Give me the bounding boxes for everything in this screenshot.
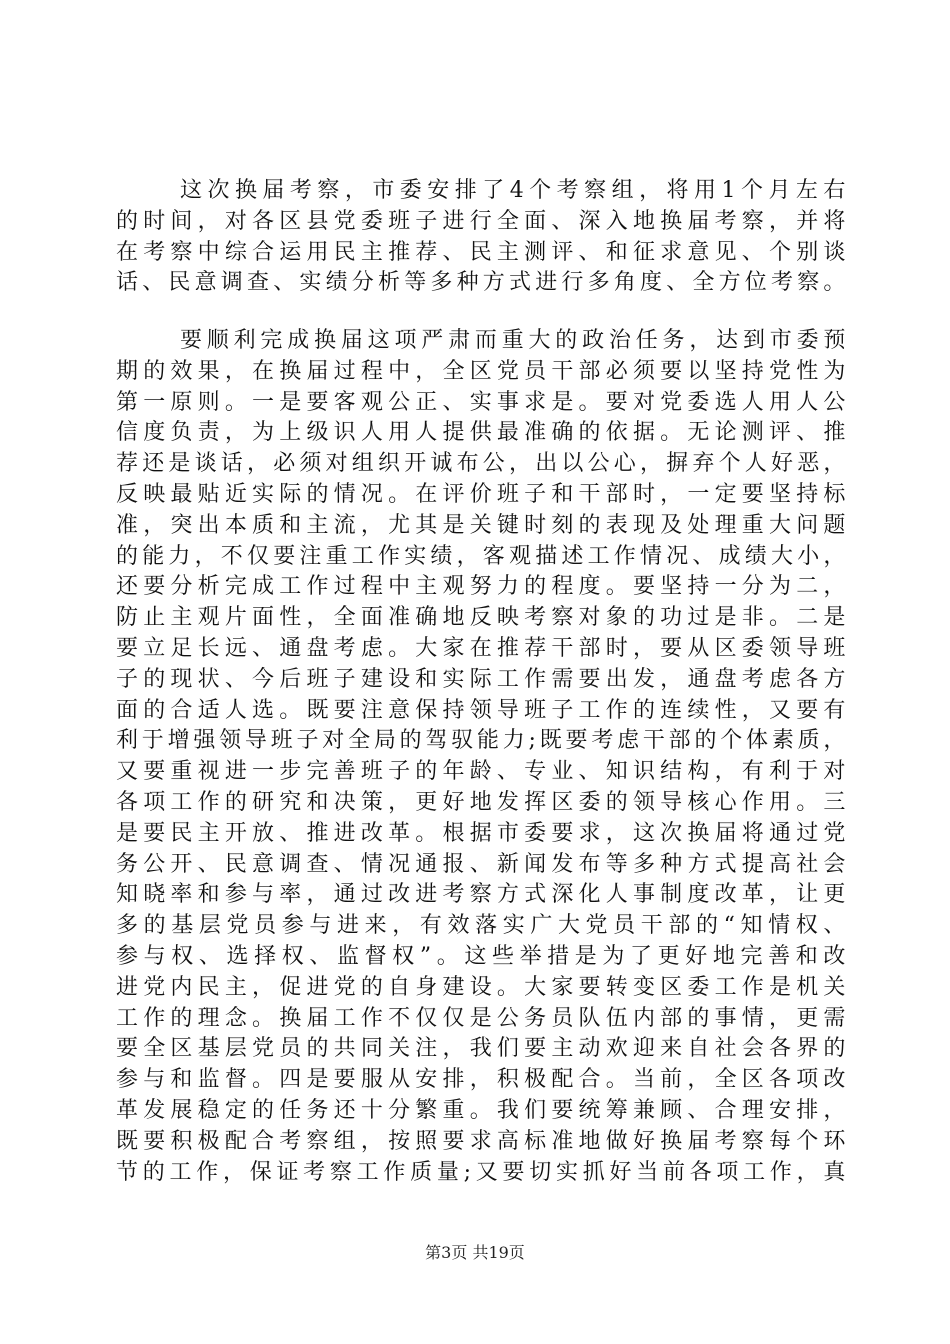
text-line: 各项工作的研究和决策，更好地发挥区委的领导核心作用。三	[116, 789, 846, 815]
text-line: 荐还是谈话，必须对组织开诚布公，出以公心，摒弃个人好恶，	[116, 451, 846, 477]
paragraph-1	[116, 176, 846, 299]
text-line: 既要积极配合考察组，按照要求高标准地做好换届考察每个环	[116, 1128, 846, 1154]
text-line: 信度负责，为上级识人用人提供最准确的依据。无论测评、推	[116, 420, 846, 446]
text-line: 要立足长远、通盘考虑。大家在推荐干部时，要从区委领导班	[116, 635, 846, 661]
text-line: 面的合适人选。既要注意保持领导班子工作的连续性，又要有	[116, 697, 846, 723]
text-line: 第一原则。一是要客观公正、实事求是。要对党委选人用人公	[116, 389, 846, 415]
text-line: 参与和监督。四是要服从安排，积极配合。当前，全区各项改	[116, 1067, 846, 1093]
text-line: 革发展稳定的任务还十分繁重。我们要统筹兼顾、合理安排，	[116, 1097, 846, 1123]
text-line: 要顺利完成换届这项严肃而重大的政治任务，达到市委预	[180, 328, 846, 353]
text-line: 期的效果，在换届过程中，全区党员干部必须要以坚持党性为	[116, 358, 846, 384]
text-line: 还要分析完成工作过程中主观努力的程度。要坚持一分为二，	[116, 574, 846, 600]
text-line: 知晓率和参与率，通过改进考察方式深化人事制度改革，让更	[116, 882, 846, 908]
text-line: 是要民主开放、推进改革。根据市委要求，这次换届将通过党	[116, 820, 846, 846]
text-line: 准，突出本质和主流，尤其是关键时刻的表现及处理重大问题	[116, 512, 846, 538]
text-line: 防止主观片面性，全面准确地反映考察对象的功过是非。二是	[116, 605, 846, 631]
text-line: 工作的理念。换届工作不仅仅是公务员队伍内部的事情，更需	[116, 1005, 846, 1031]
text-line: 的时间，对各区县党委班子进行全面、深入地换届考察，并将	[116, 208, 846, 234]
text-line: 话、民意调查、实绩分析等多种方式进行多角度、全方位考察。	[116, 270, 846, 296]
text-line: 节的工作，保证考察工作质量;又要切实抓好当前各项工作，真	[116, 1159, 846, 1185]
text-line: 的能力，不仅要注重工作实绩，客观描述工作情况、成绩大小，	[116, 543, 846, 569]
text-line: 利于增强领导班子对全局的驾驭能力;既要考虑干部的个体素质，	[116, 728, 846, 754]
text-line: 要全区基层党员的共同关注，我们要主动欢迎来自社会各界的	[116, 1036, 846, 1062]
text-line: 在考察中综合运用民主推荐、民主测评、和征求意见、个别谈	[116, 239, 846, 265]
text-line: 进党内民主，促进党的自身建设。大家要转变区委工作是机关	[116, 974, 846, 1000]
text-line: 参与权、选择权、监督权”。这些举措是为了更好地完善和改	[116, 943, 846, 969]
text-line: 子的现状、今后班子建设和实际工作需要出发，通盘考虑各方	[116, 666, 846, 692]
text-line: 反映最贴近实际的情况。在评价班子和干部时，一定要坚持标	[116, 481, 846, 507]
text-line: 这次换届考察，市委安排了4个考察组，将用1个月左右	[180, 178, 846, 203]
text-line: 多的基层党员参与进来，有效落实广大党员干部的“知情权、	[116, 913, 846, 939]
page-footer: 第3页 共19页	[425, 1243, 525, 1262]
text-line: 又要重视进一步完善班子的年龄、专业、知识结构，有利于对	[116, 759, 846, 785]
text-line: 务公开、民意调查、情况通报、新闻发布等多种方式提高社会	[116, 851, 846, 877]
paragraph-2	[116, 326, 846, 1188]
